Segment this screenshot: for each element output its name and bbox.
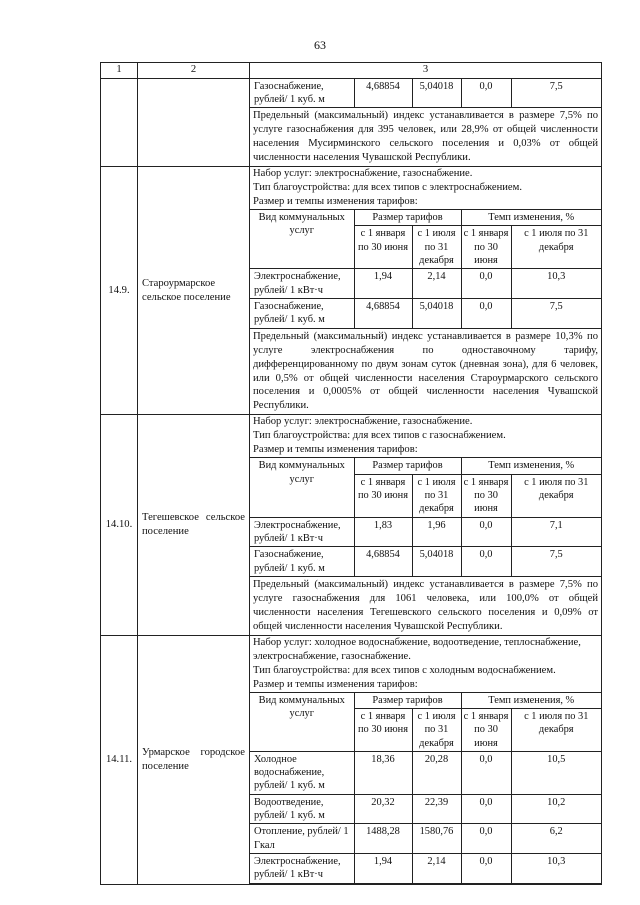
section-name-cell — [138, 78, 250, 167]
header-period-jan-jun: с 1 января по 30 июня — [354, 226, 412, 269]
header-period-jan-jun: с 1 января по 30 июня — [354, 474, 412, 517]
section-content — [250, 78, 602, 167]
tariff-subtable — [250, 209, 601, 329]
column-number-2: 2 — [138, 63, 250, 79]
tariff-jan-jun: 20,32 — [354, 794, 412, 824]
service-name: Отопление, рублей/ 1 Гкал — [250, 824, 354, 854]
tariff-row — [250, 517, 601, 547]
header-period-jul-dec: с 1 июля по 31 декабря — [511, 226, 601, 269]
tariff-subtable — [250, 79, 601, 109]
rate-jul-dec: 10,5 — [511, 751, 601, 794]
tariff-jan-jun: 4,68854 — [354, 79, 412, 108]
header-period-jan-jun: с 1 января по 30 июня — [461, 474, 511, 517]
tariff-jul-dec: 1580,76 — [412, 824, 461, 854]
section-content — [250, 415, 602, 635]
header-period-jul-dec: с 1 июля по 31 декабря — [412, 708, 461, 751]
service-name: Водоотведение, рублей/ 1 куб. м — [250, 794, 354, 824]
header-tariff-size: Размер тарифов — [354, 458, 461, 474]
section-number: 14.10. — [101, 415, 138, 635]
section-content — [250, 167, 602, 415]
settlement-name: Староурмарское сельское поселение — [138, 167, 250, 415]
rate-jul-dec: 7,5 — [511, 79, 601, 108]
rate-jan-jun: 0,0 — [461, 824, 511, 854]
tariff-jan-jun: 1,94 — [354, 854, 412, 884]
tariff-row — [250, 751, 601, 794]
rate-jan-jun: 0,0 — [461, 517, 511, 547]
service-name: Электроснабжение, рублей/ 1 кВт·ч — [250, 269, 354, 299]
header-service-type: Вид коммунальных услуг — [250, 692, 354, 751]
settlement-name: Тегешевское сельское поселение — [138, 415, 250, 635]
tariff-subtable — [250, 692, 601, 884]
section-number-cell — [101, 78, 138, 167]
tariff-row — [250, 824, 601, 854]
section-number: 14.9. — [101, 167, 138, 415]
header-period-jan-jun: с 1 января по 30 июня — [461, 226, 511, 269]
limit-index-note: Предельный (максимальный) индекс устанавливается в размере 7,5% по услуге газоснабжения для 1061 человека, или 100,0% от общей численности населения Тегешевского сельского поселения и 0,09% от общей численности населения Чувашской Республики. — [253, 578, 598, 632]
rate-jan-jun: 0,0 — [461, 794, 511, 824]
tariff-jul-dec: 20,28 — [412, 751, 461, 794]
tariff-jan-jun: 18,36 — [354, 751, 412, 794]
section-text-line: Набор услуг: электроснабжение, газоснабжение. — [253, 168, 473, 180]
rate-jul-dec: 6,2 — [511, 824, 601, 854]
rate-jan-jun: 0,0 — [461, 269, 511, 299]
section-row — [101, 635, 602, 884]
limit-index-note: Предельный (максимальный) индекс устанавливается в размере 10,3% по услуге электроснабжения по одноставочному тарифу, дифференцированному по двум зонам суток (дневная зона), для 6 человек, или 0,5% от общей численности населения Староурмарского сельского поселения и 0,0005% от общей численности населения Чувашской Республики. — [253, 330, 598, 412]
tariff-jul-dec: 1,96 — [412, 517, 461, 547]
tariff-row — [250, 854, 601, 884]
service-name: Газоснабжение, рублей/ 1 куб. м — [250, 79, 354, 108]
tariff-subtable — [250, 457, 601, 577]
rate-jul-dec: 10,3 — [511, 854, 601, 884]
tariff-row — [250, 269, 601, 299]
settlement-name: Урмарское городское поселение — [138, 635, 250, 884]
tariff-jul-dec: 5,04018 — [412, 547, 461, 577]
header-change-rate: Темп изменения, % — [461, 692, 601, 708]
page-number: 63 — [314, 38, 326, 52]
header-period-jul-dec: с 1 июля по 31 декабря — [511, 708, 601, 751]
service-name: Электроснабжение, рублей/ 1 кВт·ч — [250, 854, 354, 884]
tariff-jan-jun: 1,94 — [354, 269, 412, 299]
header-service-type: Вид коммунальных услуг — [250, 458, 354, 517]
header-period-jul-dec: с 1 июля по 31 декабря — [412, 226, 461, 269]
tariff-jan-jun: 1488,28 — [354, 824, 412, 854]
section-number: 14.11. — [101, 635, 138, 884]
subtable-header-row — [250, 210, 601, 226]
rate-jul-dec: 7,5 — [511, 298, 601, 328]
tariff-jan-jun: 4,68854 — [354, 298, 412, 328]
tariff-row — [250, 547, 601, 577]
header-period-jan-jun: с 1 января по 30 июня — [354, 708, 412, 751]
tariff-jan-jun: 1,83 — [354, 517, 412, 547]
rate-jan-jun: 0,0 — [461, 298, 511, 328]
rate-jul-dec: 7,5 — [511, 547, 601, 577]
tariff-jul-dec: 2,14 — [412, 269, 461, 299]
header-service-type: Вид коммунальных услуг — [250, 210, 354, 269]
service-name: Газоснабжение, рублей/ 1 куб. м — [250, 547, 354, 577]
rate-jul-dec: 7,1 — [511, 517, 601, 547]
limit-index-note: Предельный (максимальный) индекс устанавливается в размере 7,5% по услуге газоснабжения для 395 человек, или 28,9% от общей численности населения Мусирминского сельского поселения и 0,03% от общей численности населения Чувашской Республики. — [253, 110, 598, 164]
service-name: Электроснабжение, рублей/ 1 кВт·ч — [250, 517, 354, 547]
tariff-row — [250, 794, 601, 824]
rate-jan-jun: 0,0 — [461, 751, 511, 794]
section-text-line: Набор услуг: электроснабжение, газоснабжение. — [253, 416, 473, 428]
rate-jan-jun: 0,0 — [461, 547, 511, 577]
header-change-rate: Темп изменения, % — [461, 458, 601, 474]
section-row — [101, 415, 602, 635]
tariff-jan-jun: 4,68854 — [354, 547, 412, 577]
header-change-rate: Темп изменения, % — [461, 210, 601, 226]
header-tariff-size: Размер тарифов — [354, 210, 461, 226]
section-row — [101, 167, 602, 415]
service-name: Газоснабжение, рублей/ 1 куб. м — [250, 298, 354, 328]
rate-jan-jun: 0,0 — [461, 854, 511, 884]
section-text-line: Набор услуг: холодное водоснабжение, водоотведение, теплоснабжение, электроснабжение, газоснабжение. — [253, 636, 581, 662]
continued-section-row — [101, 78, 602, 167]
tariff-jul-dec: 2,14 — [412, 854, 461, 884]
section-content — [250, 635, 602, 884]
column-number-3: 3 — [250, 63, 602, 79]
section-text-line: Тип благоустройства: для всех типов с холодным водоснабжением. — [253, 664, 556, 676]
subtable-header-row — [250, 458, 601, 474]
subtable-header-row — [250, 692, 601, 708]
section-text-line: Тип благоустройства: для всех типов с электроснабжением. — [253, 182, 522, 194]
tariff-jul-dec: 5,04018 — [412, 298, 461, 328]
header-period-jul-dec: с 1 июля по 31 декабря — [511, 474, 601, 517]
rate-jul-dec: 10,3 — [511, 269, 601, 299]
tariff-table — [100, 62, 602, 885]
header-tariff-size: Размер тарифов — [354, 692, 461, 708]
tariff-row — [250, 79, 601, 108]
section-text-line: Тип благоустройства: для всех типов с газоснабжением. — [253, 430, 506, 442]
column-number-row — [101, 63, 602, 79]
rate-jul-dec: 10,2 — [511, 794, 601, 824]
tariff-jul-dec: 5,04018 — [412, 79, 461, 108]
rate-jan-jun: 0,0 — [461, 79, 511, 108]
header-period-jul-dec: с 1 июля по 31 декабря — [412, 474, 461, 517]
header-period-jan-jun: с 1 января по 30 июня — [461, 708, 511, 751]
section-text-line: Размер и темпы изменения тарифов: — [253, 678, 418, 690]
service-name: Холодное водоснабжение, рублей/ 1 куб. м — [250, 751, 354, 794]
tariff-row — [250, 298, 601, 328]
tariff-jul-dec: 22,39 — [412, 794, 461, 824]
section-text-line: Размер и темпы изменения тарифов: — [253, 196, 418, 208]
section-text-line: Размер и темпы изменения тарифов: — [253, 444, 418, 456]
column-number-1: 1 — [101, 63, 138, 79]
